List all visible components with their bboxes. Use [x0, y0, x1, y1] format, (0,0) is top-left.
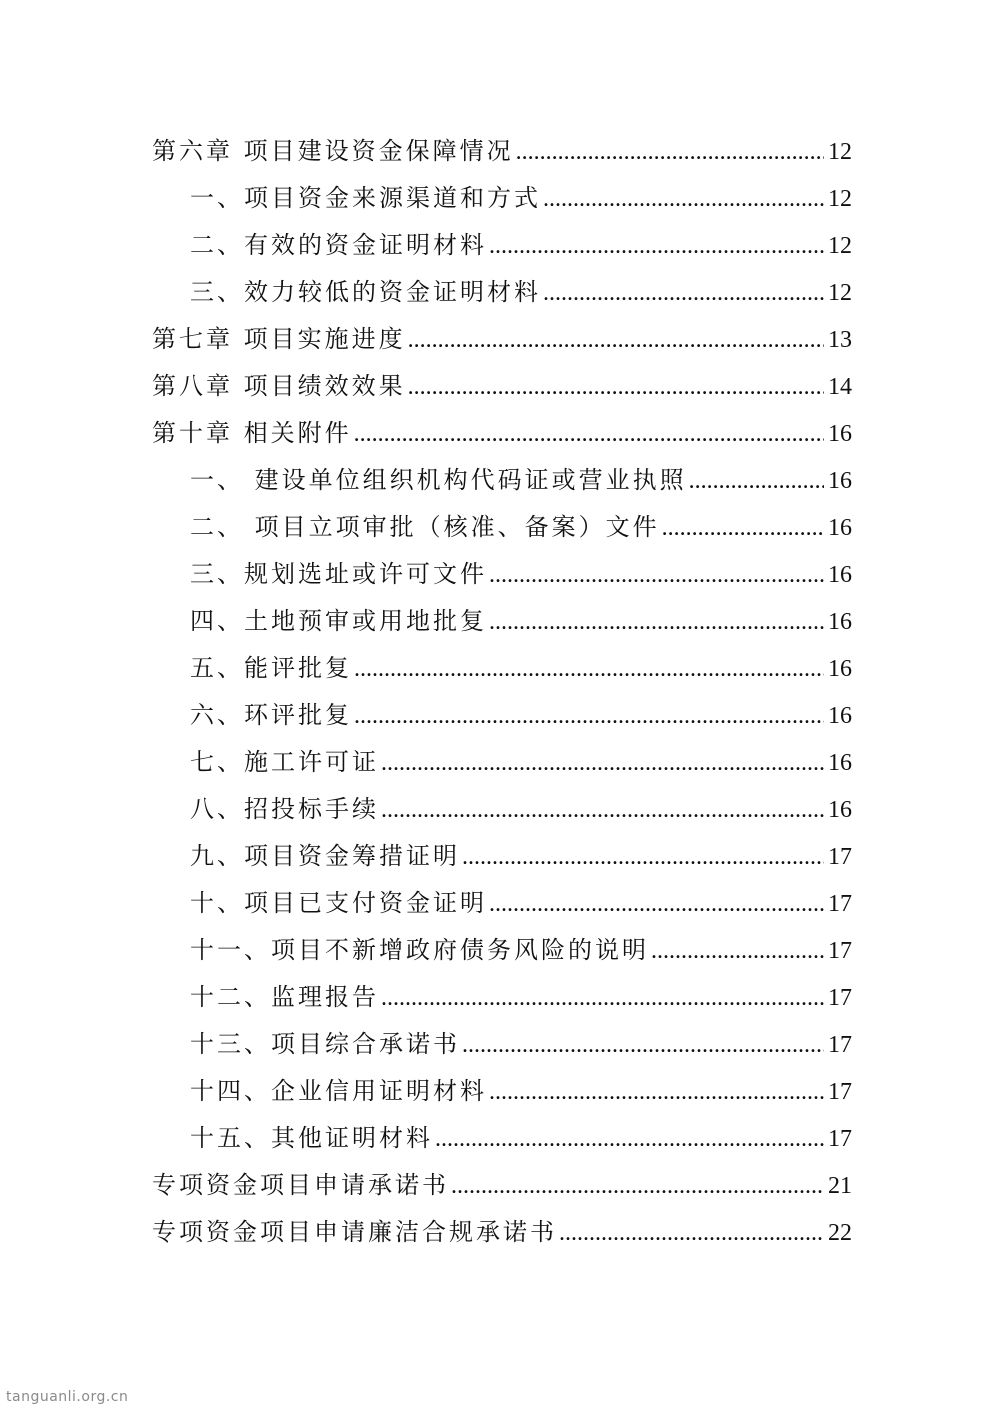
toc-entry-page-number: 16: [828, 468, 852, 494]
toc-entry[interactable]: [152, 786, 852, 833]
toc-entry-title: 一、 建设单位组织机构代码证或营业执照: [190, 466, 687, 494]
toc-entry-page-number: 16: [828, 750, 852, 776]
toc-entry[interactable]: [152, 504, 852, 551]
toc-entry-title: 六、环评批复: [190, 701, 352, 729]
toc-entry-page-number: 16: [828, 515, 852, 541]
toc-entry-title: 十四、企业信用证明材料: [190, 1077, 487, 1105]
toc-leader-dots: [489, 881, 824, 928]
toc-entry[interactable]: [152, 1021, 852, 1068]
toc-entry-title: 七、施工许可证: [190, 748, 379, 776]
toc-entry-page-number: 17: [828, 844, 852, 870]
toc-entry-page-number: 16: [828, 703, 852, 729]
toc-leader-dots: [354, 411, 824, 458]
toc-entry[interactable]: [152, 222, 852, 269]
toc-entry-title: 十、项目已支付资金证明: [190, 889, 487, 917]
toc-leader-dots: [543, 270, 824, 317]
toc-entry[interactable]: [152, 692, 852, 739]
toc-entry[interactable]: [152, 269, 852, 316]
toc-entry-page-number: 16: [828, 562, 852, 588]
toc-entry-title: 九、项目资金筹措证明: [190, 842, 460, 870]
toc-entry-title: 三、效力较低的资金证明材料: [190, 278, 541, 306]
toc-entry-title: 十五、其他证明材料: [190, 1124, 433, 1152]
toc-leader-dots: [381, 740, 824, 787]
toc-entry-page-number: 16: [828, 797, 852, 823]
toc-entry[interactable]: [152, 363, 852, 410]
toc-leader-dots: [689, 458, 824, 505]
toc-entry-title: 第六章 项目建设资金保障情况: [152, 137, 514, 165]
toc-entry[interactable]: [152, 128, 852, 175]
toc-entry[interactable]: [152, 1209, 852, 1256]
toc-entry-page-number: 16: [828, 421, 852, 447]
toc-leader-dots: [451, 1163, 824, 1210]
toc-entry-page-number: 14: [828, 374, 852, 400]
toc-entry[interactable]: [152, 551, 852, 598]
toc-entry[interactable]: [152, 457, 852, 504]
table-of-contents: [152, 128, 852, 1256]
toc-entry-page-number: 17: [828, 1079, 852, 1105]
toc-entry-page-number: 12: [828, 139, 852, 165]
toc-entry-title: 专项资金项目申请廉洁合规承诺书: [152, 1218, 557, 1246]
toc-entry[interactable]: [152, 1068, 852, 1115]
toc-leader-dots: [354, 693, 824, 740]
toc-entry-title: 十三、项目综合承诺书: [190, 1030, 460, 1058]
toc-entry-page-number: 17: [828, 938, 852, 964]
toc-entry[interactable]: [152, 645, 852, 692]
toc-entry-title: 二、 项目立项审批（核准、备案）文件: [190, 513, 660, 541]
toc-leader-dots: [462, 1022, 824, 1069]
toc-entry-page-number: 12: [828, 280, 852, 306]
toc-entry-title: 第七章 项目实施进度: [152, 325, 406, 353]
toc-entry[interactable]: [152, 316, 852, 363]
toc-leader-dots: [435, 1116, 824, 1163]
toc-entry[interactable]: [152, 1162, 852, 1209]
toc-entry-page-number: 17: [828, 1032, 852, 1058]
toc-leader-dots: [489, 599, 824, 646]
toc-entry[interactable]: [152, 739, 852, 786]
toc-leader-dots: [354, 646, 824, 693]
toc-entry-page-number: 22: [828, 1220, 852, 1246]
toc-leader-dots: [559, 1210, 824, 1257]
toc-leader-dots: [381, 975, 824, 1022]
toc-leader-dots: [462, 834, 824, 881]
toc-leader-dots: [651, 928, 824, 975]
toc-entry-page-number: 13: [828, 327, 852, 353]
toc-entry-title: 十一、项目不新增政府债务风险的说明: [190, 936, 649, 964]
toc-entry[interactable]: [152, 880, 852, 927]
toc-entry-page-number: 17: [828, 891, 852, 917]
toc-leader-dots: [381, 787, 824, 834]
toc-leader-dots: [408, 364, 824, 411]
toc-entry[interactable]: [152, 974, 852, 1021]
toc-entry-page-number: 16: [828, 609, 852, 635]
toc-entry-title: 三、规划选址或许可文件: [190, 560, 487, 588]
toc-leader-dots: [408, 317, 824, 364]
toc-entry-title: 二、有效的资金证明材料: [190, 231, 487, 259]
watermark: tanguanli.org.cn: [6, 1389, 129, 1405]
toc-leader-dots: [489, 552, 824, 599]
toc-entry-title: 五、能评批复: [190, 654, 352, 682]
toc-entry[interactable]: [152, 598, 852, 645]
toc-entry-page-number: 17: [828, 1126, 852, 1152]
toc-leader-dots: [489, 1069, 824, 1116]
toc-leader-dots: [489, 223, 824, 270]
toc-entry-title: 第十章 相关附件: [152, 419, 352, 447]
toc-entry-title: 第八章 项目绩效效果: [152, 372, 406, 400]
toc-entry-title: 一、项目资金来源渠道和方式: [190, 184, 541, 212]
toc-entry-page-number: 17: [828, 985, 852, 1011]
toc-entry[interactable]: [152, 833, 852, 880]
toc-entry-title: 四、土地预审或用地批复: [190, 607, 487, 635]
toc-entry-title: 专项资金项目申请承诺书: [152, 1171, 449, 1199]
toc-leader-dots: [516, 129, 824, 176]
toc-entry-page-number: 21: [828, 1173, 852, 1199]
toc-entry-page-number: 12: [828, 233, 852, 259]
toc-entry-title: 十二、监理报告: [190, 983, 379, 1011]
toc-entry[interactable]: [152, 410, 852, 457]
toc-entry[interactable]: [152, 1115, 852, 1162]
toc-leader-dots: [662, 505, 824, 552]
toc-entry-page-number: 16: [828, 656, 852, 682]
toc-entry-title: 八、招投标手续: [190, 795, 379, 823]
toc-entry[interactable]: [152, 927, 852, 974]
toc-leader-dots: [543, 176, 824, 223]
toc-entry[interactable]: [152, 175, 852, 222]
toc-entry-page-number: 12: [828, 186, 852, 212]
